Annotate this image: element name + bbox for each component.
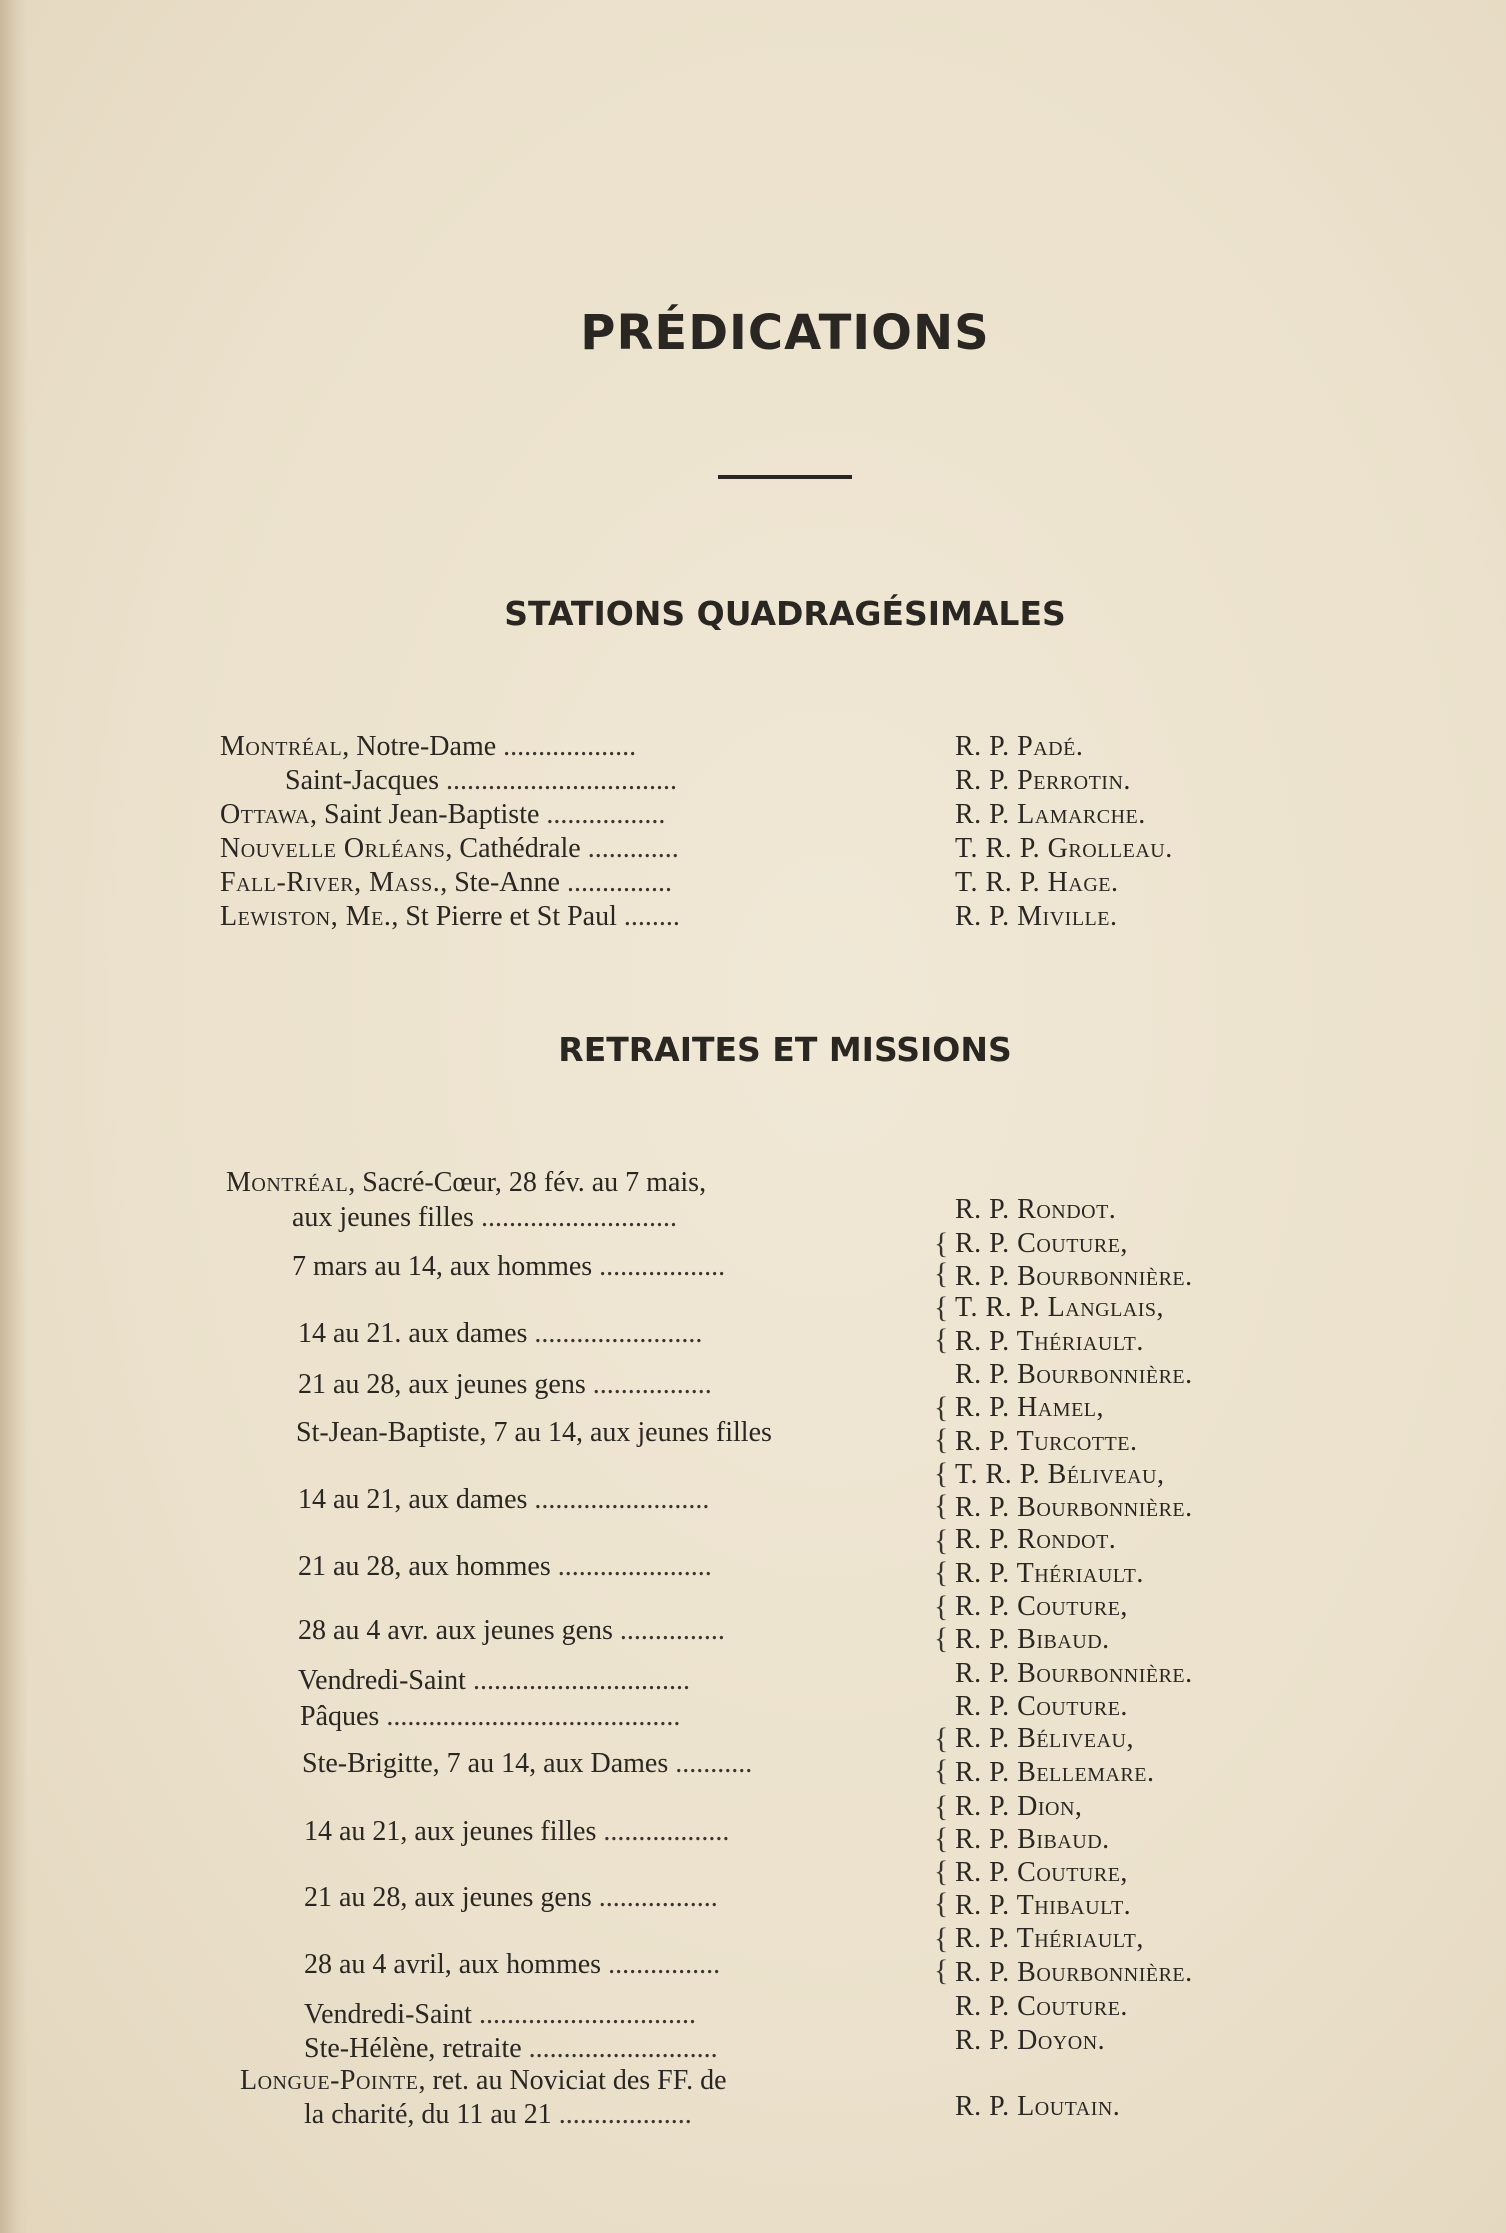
station-preacher: R. P. Lamarche. [955,799,1146,830]
station-place: Ottawa [220,799,310,830]
retraite-row: 21 au 28, aux jeunes gens ................. [304,1882,718,1913]
brace: { [934,1954,949,1987]
retraite-preacher: R. P. Couture, [955,1591,1128,1622]
retraite-preacher: R. P. Bourbonnière. [955,1658,1193,1689]
retraite-preacher: R. P. Bourbonnière. [955,1492,1193,1523]
retraite-row: 28 au 4 avril, aux hommes ................ [304,1949,721,1980]
retraite-preacher: R. P. Thériault, [955,1923,1144,1954]
retraite-preacher: R. P. Bourbonnière. [955,1261,1193,1292]
leader-dots: ............. [587,833,679,864]
station-place: Nouvelle Orléans [220,833,446,864]
station-preacher: R. P. Miville. [955,901,1118,932]
brace: { [934,1822,949,1855]
retraite-place: Longue-Pointe [240,2065,419,2096]
brace: { [934,1227,949,1260]
retraites-heading: RETRAITES ET MISSIONS [558,1030,1012,1069]
brace: { [934,1855,949,1888]
retraite-preacher: R. P. Couture, [955,1857,1128,1888]
brace: { [934,1590,949,1623]
retraite-row: 21 au 28, aux jeunes gens ................. [298,1369,712,1400]
station-preacher: R. P. Padé. [955,731,1084,762]
retraite-preacher: R. P. Rondot. [955,1194,1117,1225]
retraite-row: la charité, du 11 au 21 ................... [304,2099,692,2130]
brace: { [934,1423,949,1456]
brace: { [934,1257,949,1290]
retraite-preacher: R. P. Couture. [955,1991,1128,2022]
title-rule [718,475,852,479]
page-title: PRÉDICATIONS [580,305,990,361]
retraite-row: aux jeunes filles ............................ [292,1202,677,1233]
retraite-row: Vendredi-Saint ............................... [298,1665,690,1696]
retraite-preacher: R. P. Couture. [955,1691,1128,1722]
station-preacher: R. P. Perrotin. [955,765,1131,796]
retraite-row: 14 au 21, aux jeunes filles .................. [304,1816,730,1847]
retraite-intro [226,1166,706,1200]
retraite-preacher: R. P. Bourbonnière. [955,1957,1193,1988]
station-row [220,832,679,866]
station-preacher: T. R. P. Hage. [955,867,1119,898]
retraite-preacher: R. P. Dion, [955,1791,1083,1822]
station-place: Fall-River, Mass. [220,867,441,898]
stations-heading: STATIONS QUADRAGÉSIMALES [504,594,1066,633]
station-row [220,798,665,832]
station-row [285,764,677,798]
retraite-preacher: R. P. Bibaud. [955,1824,1110,1855]
retraite-preacher: R. P. Loutain. [955,2091,1121,2122]
brace: { [934,1291,949,1324]
station-row [220,730,636,764]
retraite-row: St-Jean-Baptiste, 7 au 14, aux jeunes filles [296,1417,772,1448]
retraite-preacher: R. P. Turcotte. [955,1426,1138,1457]
retraite-row: 28 au 4 avr. aux jeunes gens ............... [298,1615,725,1646]
station-row [220,900,680,934]
brace: { [934,1524,949,1557]
brace: { [934,1489,949,1522]
retraite-preacher: R. P. Rondot. [955,1524,1117,1555]
retraite-preacher: T. R. P. Langlais, [955,1292,1165,1323]
brace: { [934,1790,949,1823]
station-preacher: T. R. P. Grolleau. [955,833,1173,864]
retraite-preacher: T. R. P. Béliveau, [955,1459,1165,1490]
retraite-preacher: R. P. Béliveau, [955,1723,1134,1754]
brace: { [934,1887,949,1920]
retraite-preacher: R. P. Bibaud. [955,1624,1110,1655]
retraite-row: 14 au 21, aux dames ......................... [298,1484,710,1515]
leader-dots: ................................. [445,765,677,796]
retraite-preacher: R. P. Hamel, [955,1392,1105,1423]
retraite-place: Montréal [226,1167,349,1198]
retraite-row: Ste-Brigitte, 7 au 14, aux Dames ........... [302,1748,753,1779]
station-place: Montréal [220,731,343,762]
leader-dots: ................... [503,731,637,762]
leader-dots: ........ [623,901,680,932]
retraite-row: 7 mars au 14, aux hommes .................. [292,1251,726,1282]
station-church: , Cathédrale [445,833,581,864]
brace: { [934,1922,949,1955]
retraite-row: Pâques .......................................... [300,1701,681,1732]
retraite-row: Ste-Hélène, retraite ........................... [304,2033,718,2064]
retraite-preacher: R. P. Bellemare. [955,1757,1155,1788]
brace: { [934,1722,949,1755]
station-place: Lewiston, Me. [220,901,392,932]
retraite-preacher: R. P. Thériault. [955,1326,1144,1357]
retraite-intro-text: , Sacré-Cœur, 28 fév. au 7 mais, [348,1167,707,1198]
brace: { [934,1323,949,1356]
brace: { [934,1556,949,1589]
brace: { [934,1622,949,1655]
brace: { [934,1391,949,1424]
retraite-preacher: R. P. Thibault. [955,1890,1132,1921]
leader-dots: ............... [566,867,672,898]
station-row [220,866,672,900]
retraite-row: 21 au 28, aux hommes ...................... [298,1551,712,1582]
retraite-row: Longue-Pointe, ret. au Noviciat des FF. de [240,2065,727,2096]
retraite-preacher: R. P. Couture, [955,1228,1128,1259]
retraite-preacher: R. P. Bourbonnière. [955,1359,1193,1390]
station-church: Saint-Jacques [285,765,439,796]
leader-dots: ................. [546,799,666,830]
station-church: , Saint Jean-Baptiste [310,799,540,830]
brace: { [934,1754,949,1787]
brace: { [934,1457,949,1490]
retraite-preacher: R. P. Thériault. [955,1558,1144,1589]
station-church: , Ste-Anne [440,867,560,898]
station-church: , St Pierre et St Paul [391,901,617,932]
station-church: , Notre-Dame [342,731,497,762]
retraite-row: Vendredi-Saint ............................... [304,1999,696,2030]
retraite-preacher: R. P. Doyon. [955,2025,1106,2056]
retraite-row: 14 au 21. aux dames ........................ [298,1318,703,1349]
